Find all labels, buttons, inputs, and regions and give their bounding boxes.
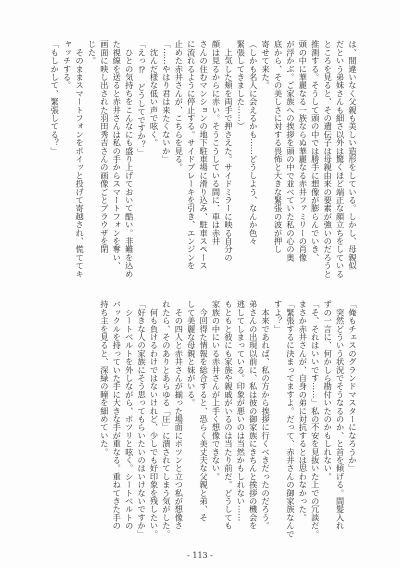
text-line: ところを見ると、その遺伝子は母親由来の要素が強いのだろうと bbox=[323, 40, 334, 278]
text-line: た視線を送ると赤井さんは私の手からスマートフォンを奪い、 bbox=[112, 40, 123, 270]
text-line: ャッチする。 bbox=[62, 40, 73, 90]
text-line: 頭の中に華麗なる一族ならぬ華麗なる赤井ファミリーの肖像 bbox=[298, 40, 309, 262]
upper-text-block bbox=[47, 40, 359, 288]
text-line: 突然どういう状況でそうなるのか、と首を傾げる。間髪入れ bbox=[335, 300, 346, 530]
text-line: 緊張してきました……） bbox=[236, 40, 247, 131]
text-line: だという弟妹さんも細さ以外は驚くほど端正な顔立ちをしている bbox=[335, 40, 346, 278]
text-line: 持ち主を見ると、深緑の瞳を細めていた。 bbox=[99, 300, 110, 456]
text-line: 「そ、それはいいです……」私の不安を見抜いた上での冗談だ。 bbox=[310, 300, 321, 538]
text-line: 画面に映し出された羽田秀吉さんの画像ごとブラウザを閉 bbox=[99, 40, 110, 254]
text-line: に流れるように停止する。サイドブレーキを引き、エンジンを bbox=[186, 40, 197, 270]
text-line: 沈んだ様な低い声で呟く。 bbox=[149, 40, 160, 147]
text-line: バックルを持っていた手に大きな手が重なる。重ねてきた手の bbox=[112, 300, 123, 530]
page-number: - 113 - bbox=[187, 551, 213, 560]
text-line: 「えっ⁉ どうしてですか？」 bbox=[137, 40, 148, 157]
text-line: 止めた赤井さんが、こちらを見る。 bbox=[174, 40, 185, 172]
text-line: さんの住むマンションの地下駐車場に滑り込み、駐車スペース bbox=[199, 40, 210, 270]
text-line: すよ？」 bbox=[273, 300, 284, 333]
text-line: ずの一言に、何かしら勘付いたのかもしれない。 bbox=[323, 300, 334, 481]
lower-text-block bbox=[97, 300, 359, 548]
text-line: 底から、その美しさに対する畏怖と大きな緊張の波が押し bbox=[273, 40, 284, 254]
text-line: 弟さんの出現以前に、私は彼の御家族にきちんと挨拶の機会を bbox=[248, 300, 259, 530]
text-line: ひとの気持ちをこんなにも盛り上げておいて酷い。非難を込め bbox=[124, 40, 135, 278]
text-line: 「俺もチェスのグランドマスターになろうか」 bbox=[348, 300, 358, 473]
text-line: れたら、そのありとあらゆる「圧」に潰されてしまう気がした。 bbox=[161, 300, 172, 538]
text-line: シートベルトを外しながら、ポツリと呟く。シートベルトの bbox=[124, 300, 135, 530]
text-line: その四人と赤井さんが揃った場面にポツンと立つ私が想像さ bbox=[174, 300, 185, 530]
text-line: 上気した頬を両手で押さえた。サイドミラーに映る自分の bbox=[223, 40, 234, 262]
text-line: まさか赤井さんが、自身の弟に対抗するとは思わなかった。 bbox=[298, 300, 309, 522]
text-line: 顔は見るからに赤い。そうこうしている間に、車は赤井 bbox=[211, 40, 222, 245]
text-line: 家族の中にいる赤井さんが上手く想像できない。 bbox=[211, 300, 222, 481]
text-line: 推測する。そうして頭の中では勝手に想像が膨らんでいき、 bbox=[310, 40, 321, 262]
text-line: そのままスマートフォンをポイッと投げて寄越され、慌ててキ bbox=[75, 40, 86, 278]
text-line: 「もしかして、緊張してる？」 bbox=[50, 40, 61, 155]
text-line: もともと彼にも家族や親戚がいるのは当たり前だ。どうしても bbox=[223, 300, 234, 530]
text-line: 今回得た情報を総合すると、恐らく美丈夫な父親と弟、そ bbox=[199, 300, 210, 522]
text-line: が浮かぶ。ご家族への挨拶を頭の中で並べていた私の心の奥 bbox=[285, 40, 296, 262]
text-line: して美麗な母親と妹がいる。 bbox=[186, 300, 197, 407]
text-line: 本来であれば、私の方から挨拶に行くべきだったのだろう。 bbox=[261, 300, 272, 530]
text-line: （しかも名人に会えるかも……どうしよう、なんか色々 bbox=[248, 40, 259, 245]
text-line: は、間違いなく父親も美しい造形をしている。しかし、母親似 bbox=[348, 40, 358, 270]
text-line: 「好きな人の家族にそう思ってもらいたいのはいけないですか」 bbox=[137, 300, 148, 538]
text-line: 逃してしまっている。印象が悪いのは当然かもしれない…… bbox=[236, 300, 247, 522]
text-line: 寄せて来た。 bbox=[261, 40, 272, 90]
text-line: 「……やはり君は来たくないか」 bbox=[161, 40, 172, 163]
text-line: 何も負けるわけではないけれど、少しでも好印象を残したい。 bbox=[149, 300, 160, 538]
text-line: じた。 bbox=[87, 40, 98, 65]
text-line: 「緊張するに決まってますよ。だって、赤井さんの御家族なんで bbox=[285, 300, 296, 538]
